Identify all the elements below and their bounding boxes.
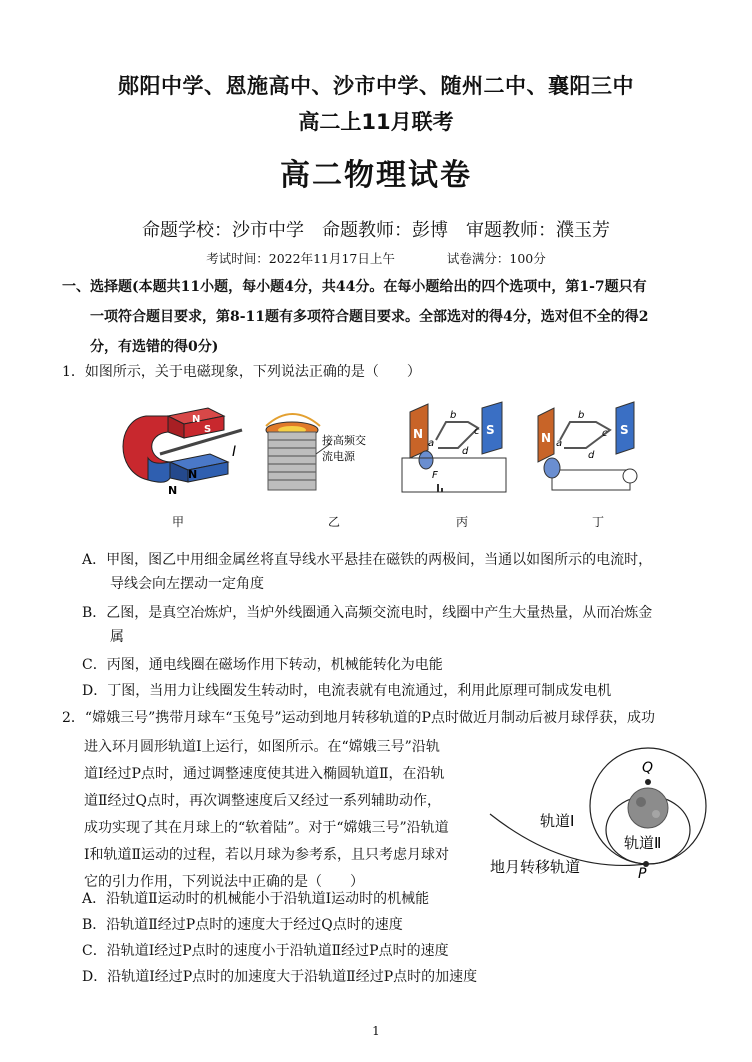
moon-icon	[628, 788, 668, 828]
gen-label-s: S	[620, 423, 629, 437]
figure-jia	[112, 398, 250, 498]
gen-label-a: a	[556, 438, 563, 449]
orbit-figure	[486, 744, 726, 884]
section-instructions	[62, 272, 722, 362]
label-c: c	[474, 426, 480, 437]
q2-stem-line-5: 成功实现了其在月球上的“软着陆”。对于“嫦娥三号”沿轨道	[84, 820, 449, 836]
q1-option-d: D．丁图，当用力让线圈发生转动时，电流表就有电流通过，利用此原理可制成发电机	[82, 683, 612, 699]
label-transfer-orbit: 地月转移轨道	[490, 858, 581, 876]
label-b: b	[450, 410, 457, 421]
q2-option-d: D．沿轨道Ⅰ经过P点时的加速度大于沿轨道Ⅱ经过P点时的加速度	[82, 969, 478, 985]
q2-stem-line-3: 道Ⅰ经过P点时，通过调整速度使其进入椭圆轨道Ⅱ，在沿轨	[84, 766, 445, 782]
label-f: F	[432, 470, 438, 481]
gen-slip-rings	[544, 458, 560, 478]
source-label-2: 流电源	[322, 450, 355, 463]
section-line-1: 一、选择题(本题共11小题，每小题4分，共44分。在每小题给出的四个选项中，第1-7题只有	[62, 279, 647, 295]
q2-stem-line-2: 进入环月圆形轨道Ⅰ上运行，如图所示。在“嫦娥三号”沿轨	[84, 739, 440, 755]
q1-stem: 1．如图所示，关于电磁现象，下列说法正确的是（ ）	[62, 364, 421, 380]
moon-crater-2	[652, 810, 660, 818]
exam-time: 考试时间：2022年11月17日上午	[206, 251, 395, 266]
q1-option-b-line2: 属	[110, 629, 124, 645]
gen-circuit	[552, 470, 630, 490]
q1-option-a	[82, 548, 694, 596]
coil-loop	[436, 422, 478, 448]
gen-label-c: c	[602, 428, 608, 439]
label-orbit-2: 轨道Ⅱ	[624, 834, 662, 852]
school-list: 郧阳中学、恩施高中、沙市中学、随州二中、襄阳三中	[118, 74, 634, 98]
q2-option-a: A．沿轨道Ⅱ运动时的机械能小于沿轨道Ⅰ运动时的机械能	[82, 891, 430, 907]
exam-title: 高二上11月联考	[298, 110, 454, 134]
label-n-bottom: N	[168, 484, 178, 497]
q2-stem-line-1: 2．“嫦娥三号”携带月球车“玉兔号”运动到地月转移轨道的P点时做近月制动后被月球俘获，成功	[62, 710, 655, 726]
q1-option-b-line1: B．乙图，是真空冶炼炉，当炉外线圈通入高频交流电时，线圈中产生大量热量，从而冶炼金	[82, 605, 653, 621]
moon-crater-1	[636, 797, 646, 807]
furnace-coil	[268, 432, 316, 490]
caption-ding: 丁	[592, 515, 605, 529]
circuit-frame	[402, 458, 506, 492]
label-n-bottom-2: N	[188, 468, 198, 481]
label-n-top: N	[192, 414, 201, 425]
q2-option-b: B．沿轨道Ⅱ经过P点时的速度大于经过Q点时的速度	[82, 917, 403, 933]
q1-option-b	[82, 601, 694, 649]
caption-jia: 甲	[172, 515, 185, 529]
caption-bing: 丙	[456, 515, 469, 529]
label-d: d	[462, 446, 469, 457]
paper-subject: 高二物理试卷	[280, 158, 472, 193]
label-current: I	[232, 444, 237, 460]
gen-label-d: d	[588, 450, 595, 461]
figure-ding	[530, 400, 652, 498]
q2-stem-line-6: Ⅰ和轨道Ⅱ运动的过程，若以月球为参考系，且只考虑月球对	[84, 847, 450, 863]
page-number: 1	[372, 1024, 380, 1038]
gen-label-n: N	[541, 431, 552, 445]
gen-label-b: b	[578, 410, 585, 421]
label-p: P	[638, 866, 647, 882]
figure-yi	[252, 404, 422, 500]
q1-option-c: C．丙图，通电线圈在磁场作用下转动，机械能转化为电能	[82, 657, 443, 673]
exam-meta	[0, 249, 752, 267]
commutator	[419, 451, 433, 469]
q2-option-c: C．沿轨道Ⅰ经过P点时的速度小于沿轨道Ⅱ经过P点时的速度	[82, 943, 449, 959]
figure-bing	[398, 398, 518, 498]
q1-option-a-line1: A．甲图，图乙中用细金属丝将直导线水平悬挂在磁铁的两极间，当通以如图所示的电流时，	[82, 552, 653, 568]
label-s-top: S	[204, 424, 212, 435]
author-line: 命题学校：沙市中学 命题教师：彭博 审题教师：濮玉芳	[142, 220, 610, 241]
exam-score: 试卷满分：100分	[446, 251, 546, 266]
source-label-1: 接高频交	[322, 434, 366, 447]
caption-yi: 乙	[328, 515, 341, 529]
label-s: S	[486, 423, 495, 437]
label-orbit-1: 轨道Ⅰ	[540, 812, 575, 830]
q2-stem-line-7: 它的引力作用，下列说法中正确的是（ ）	[84, 874, 364, 890]
label-n: N	[413, 427, 424, 441]
q2-stem-body	[84, 734, 484, 896]
section-line-3: 分，有选错的得0分)	[90, 339, 219, 355]
ammeter-icon	[623, 469, 637, 483]
q2-stem-line-4: 道Ⅱ经过Q点时，再次调整速度后又经过一系列辅助动作，	[84, 793, 441, 809]
label-q: Q	[642, 760, 654, 776]
q1-option-a-line2: 导线会向左摆动一定角度	[110, 576, 264, 592]
section-line-2: 一项符合题目要求，第8-11题有多项符合题目要求。全部选对的得4分，选对但不全的得2	[90, 309, 649, 325]
point-q	[645, 779, 651, 785]
label-a: a	[428, 438, 435, 449]
